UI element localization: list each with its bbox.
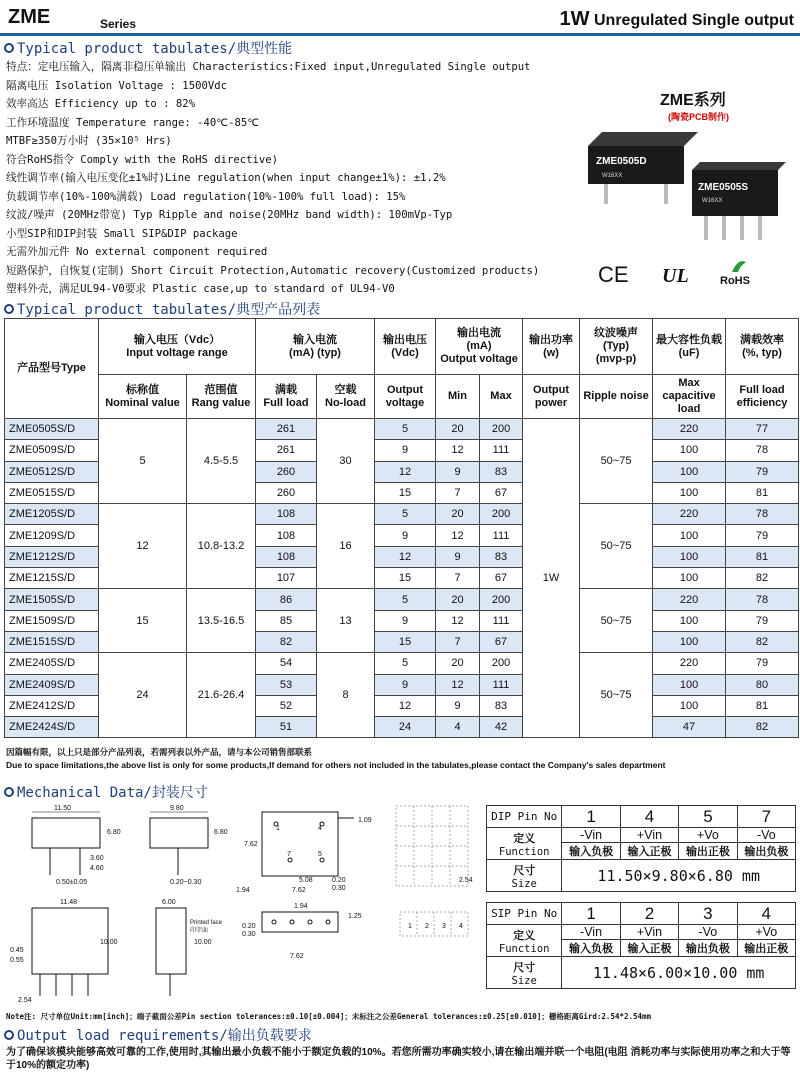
- bullet-icon: [4, 787, 14, 797]
- svg-text:0.30: 0.30: [242, 931, 256, 938]
- cell-cap: 220: [653, 653, 726, 674]
- cell-full-load: 107: [256, 568, 317, 589]
- cell-min: 4: [436, 717, 480, 738]
- svg-text:0.55: 0.55: [10, 957, 24, 964]
- cell-max: 200: [480, 589, 523, 610]
- cell-no-load: 16: [317, 504, 375, 589]
- cell-full-load: 108: [256, 546, 317, 567]
- dip-side-view: [150, 812, 208, 875]
- photo-subtitle: (陶瓷PCB制作): [668, 112, 729, 122]
- feature-item: 线性调节率(输入电压变化±1%时)Line regulation(when input change±1%): ±1.2%: [6, 172, 446, 184]
- cell-full-load: 51: [256, 717, 317, 738]
- cell-range: 10.8-13.2: [187, 504, 256, 589]
- cell-full-load: 260: [256, 482, 317, 503]
- feature-item: 符合RoHS指令 Comply with the RoHS directive): [6, 153, 278, 166]
- sub-output-power: Output power: [523, 375, 580, 419]
- cell-min: 9: [436, 461, 480, 482]
- cell-cap: 100: [653, 440, 726, 461]
- cell-max: 111: [480, 440, 523, 461]
- col-output-current: 输出电流 (mA) Output voltage: [436, 319, 523, 375]
- svg-text:3.60: 3.60: [90, 855, 104, 862]
- date-code: W16XX: [702, 198, 723, 204]
- cell-nominal: 12: [99, 504, 187, 589]
- sip-side-view: [156, 908, 186, 996]
- feature-item: 隔离电压 Isolation Voltage : 1500Vdc: [6, 79, 227, 92]
- feature-item: 塑料外壳，满足UL94-V0要求 Plastic case,up to standard of UL94-V0: [6, 283, 395, 295]
- cell-eff: 79: [726, 610, 799, 631]
- svg-text:0.20: 0.20: [332, 877, 346, 884]
- cell-eff: 82: [726, 631, 799, 652]
- module-sip: [692, 162, 786, 240]
- cell-eff: 77: [726, 419, 799, 440]
- cell-cap: 220: [653, 589, 726, 610]
- power-rating: 1W: [559, 8, 590, 30]
- section-title-performance: Typical product tabulates/典型性能: [4, 38, 292, 58]
- cell-vout: 12: [375, 695, 436, 716]
- svg-text:11.48: 11.48: [60, 899, 77, 906]
- svg-text:4: 4: [318, 825, 322, 832]
- cell-eff: 81: [726, 695, 799, 716]
- cell-min: 20: [436, 589, 480, 610]
- table-row: [5, 419, 799, 440]
- cell-vout: 5: [375, 504, 436, 525]
- svg-text:0.45: 0.45: [10, 947, 24, 954]
- cell-cap: 100: [653, 631, 726, 652]
- rohs-logo: RoHS: [720, 275, 750, 287]
- cell-full-load: 85: [256, 610, 317, 631]
- cell-max: 42: [480, 717, 523, 738]
- feature-item: 短路保护，自恢复(定制) Short Circuit Protection,Automatic recovery(Customized products): [6, 264, 540, 277]
- svg-text:3: 3: [442, 923, 446, 930]
- sub-min: Min: [436, 375, 480, 419]
- cell-eff: 80: [726, 674, 799, 695]
- section-title-output-load: Output load requirements/输出负载要求: [4, 1025, 312, 1045]
- list-note-en: Due to space limitations,the above list is only for some products,If demand for others not included in the tabulates,please contact the Company's sales department: [6, 760, 666, 770]
- table-row: [5, 653, 799, 674]
- cell-max: 111: [480, 610, 523, 631]
- cell-full-load: 260: [256, 461, 317, 482]
- cell-cap: 47: [653, 717, 726, 738]
- ce-logo: CE: [598, 262, 629, 287]
- cell-eff: 78: [726, 504, 799, 525]
- part-label: ZME0505D: [596, 156, 647, 167]
- feature-item: 特点：定电压输入，隔离非稳压单输出 Characteristics:Fixed input,Unregulated Single output: [6, 61, 531, 73]
- sub-efficiency: Full load efficiency: [726, 375, 799, 419]
- section-title-products: Typical product tabulates/典型产品列表: [4, 299, 320, 319]
- sip-pin-table: SIP Pin No 1 2 3 4 定义 Function -Vin +Vin -Vo +Vo 输入负极 输入正极 输出负极 输出正极 尺寸 Size 11.48×6.00×10.00 mm: [486, 902, 796, 989]
- svg-text:4: 4: [459, 923, 463, 930]
- cell-eff: 78: [726, 589, 799, 610]
- svg-text:0.30: 0.30: [332, 885, 346, 892]
- cell-no-load: 8: [317, 653, 375, 738]
- module-dip: [588, 132, 698, 204]
- svg-text:6.80: 6.80: [214, 829, 228, 836]
- cell-cap: 220: [653, 504, 726, 525]
- col-efficiency: 满载效率 (%, typ): [726, 319, 799, 375]
- svg-text:7: 7: [287, 851, 291, 858]
- col-type: 产品型号Type: [5, 319, 99, 419]
- dip-bottom-view: [262, 812, 354, 876]
- header-title: [560, 8, 794, 31]
- cell-min: 12: [436, 610, 480, 631]
- cell-vout: 12: [375, 461, 436, 482]
- svg-text:Printed face: Printed face: [190, 920, 223, 926]
- svg-text:0.50±0.05: 0.50±0.05: [56, 879, 88, 886]
- cell-cap: 100: [653, 610, 726, 631]
- dip-pin-grid: [396, 806, 468, 886]
- cell-model: ZME2424S/D: [5, 717, 99, 738]
- svg-text:7.62: 7.62: [244, 841, 258, 848]
- svg-text:1: 1: [408, 923, 412, 930]
- cell-full-load: 108: [256, 504, 317, 525]
- cell-model: ZME1515S/D: [5, 631, 99, 652]
- cell-full-load: 108: [256, 525, 317, 546]
- mechanical-drawings: [4, 800, 482, 1010]
- cell-min: 12: [436, 674, 480, 695]
- sub-output-voltage: Output voltage: [375, 375, 436, 419]
- col-output-voltage: 输出电压 (Vdc): [375, 319, 436, 375]
- cell-range: 4.5-5.5: [187, 419, 256, 504]
- cell-vout: 15: [375, 482, 436, 503]
- cell-model: ZME1505S/D: [5, 589, 99, 610]
- cell-min: 20: [436, 419, 480, 440]
- svg-text:1.25: 1.25: [348, 913, 362, 920]
- cell-cap: 100: [653, 482, 726, 503]
- cell-model: ZME0509S/D: [5, 440, 99, 461]
- leaf-icon: [732, 261, 746, 272]
- cell-cap: 100: [653, 568, 726, 589]
- cell-full-load: 261: [256, 419, 317, 440]
- cell-max: 83: [480, 461, 523, 482]
- series-logo: ZME: [8, 6, 51, 28]
- svg-text:4.60: 4.60: [90, 865, 104, 872]
- feature-item: 无需外加元件 No external component required: [6, 246, 268, 258]
- sip-front-view: [32, 908, 108, 996]
- section-title-mechanical: Mechanical Data/封装尺寸: [4, 782, 208, 802]
- part-label: ZME0505S: [698, 182, 749, 193]
- feature-item: 小型SIP和DIP封装 Small SIP&DIP package: [6, 227, 238, 240]
- cell-max: 200: [480, 419, 523, 440]
- svg-text:0.20~0.30: 0.20~0.30: [170, 879, 202, 886]
- cell-full-load: 52: [256, 695, 317, 716]
- svg-text:9.80: 9.80: [170, 805, 184, 812]
- cell-max: 83: [480, 695, 523, 716]
- svg-text:5: 5: [318, 851, 322, 858]
- cell-model: ZME0515S/D: [5, 482, 99, 503]
- bullet-icon: [4, 304, 14, 314]
- cell-max: 111: [480, 674, 523, 695]
- cell-min: 9: [436, 695, 480, 716]
- bullet-icon: [4, 43, 14, 53]
- product-photo: [580, 70, 796, 298]
- cell-nominal: 5: [99, 419, 187, 504]
- cell-model: ZME2405S/D: [5, 653, 99, 674]
- cell-vout: 9: [375, 674, 436, 695]
- list-note-cn: 因篇幅有限，以上只是部分产品列表，若需列表以外产品，请与本公司销售部联系: [6, 747, 313, 757]
- cell-nominal: 15: [99, 589, 187, 653]
- sub-no-load: 空载 No-load: [317, 375, 375, 419]
- cell-model: ZME1509S/D: [5, 610, 99, 631]
- feature-list: [6, 58, 596, 299]
- cell-model: ZME1209S/D: [5, 525, 99, 546]
- cell-full-load: 261: [256, 440, 317, 461]
- cell-max: 83: [480, 546, 523, 567]
- cell-model: ZME1212S/D: [5, 546, 99, 567]
- svg-text:7.62: 7.62: [290, 953, 304, 960]
- header-subtitle: Unregulated Single output: [594, 12, 794, 29]
- date-code: W16XX: [602, 173, 623, 179]
- svg-text:2: 2: [425, 923, 429, 930]
- sub-max-cap: Max capacitive load: [653, 375, 726, 419]
- svg-text:11.50: 11.50: [54, 805, 71, 812]
- cell-max: 67: [480, 568, 523, 589]
- col-ripple: 纹波噪声 (Typ) (mvp-p): [580, 319, 653, 375]
- cell-model: ZME2412S/D: [5, 695, 99, 716]
- cell-eff: 79: [726, 653, 799, 674]
- cell-min: 12: [436, 525, 480, 546]
- feature-item: 效率高达 Efficiency up to : 82%: [6, 98, 196, 110]
- svg-text:1: 1: [276, 825, 280, 832]
- svg-text:6.80: 6.80: [107, 829, 121, 836]
- cell-vout: 15: [375, 631, 436, 652]
- feature-item: 负载调节率(10%-100%满载) Load regulation(10%-100% full load): 15%: [6, 190, 406, 203]
- cell-eff: 81: [726, 546, 799, 567]
- series-label: Series: [100, 17, 137, 31]
- col-capacitive-load: 最大容性负载 (uF): [653, 319, 726, 375]
- cell-eff: 81: [726, 482, 799, 503]
- svg-text:印字面: 印字面: [190, 928, 209, 934]
- svg-text:10.00: 10.00: [194, 939, 212, 946]
- cell-cap: 220: [653, 419, 726, 440]
- mechanical-note: Note注: 尺寸单位Unit:mm[inch]；端子截面公差Pin section tolerances:±0.10[±0.004]；未标注之公差General tolerances:±0.25[±0.010]；栅格距离Gird:2.54*2.54mm: [6, 1012, 652, 1021]
- sip-bottom-view: [262, 912, 338, 932]
- sub-max: Max: [480, 375, 523, 419]
- cell-min: 12: [436, 440, 480, 461]
- output-load-text: 为了确保该模块能够高效可靠的工作,使用时,其输出最小负载不能小于额定负载的10%。若您所需功率确实较小,请在输出端并联一个电阻(电阻 消耗功率与实际使用功率之和大于等于10%的额定功率): [6, 1047, 791, 1071]
- cell-ripple: 50~75: [580, 653, 653, 738]
- svg-text:7.62: 7.62: [292, 887, 306, 894]
- cell-ripple: 50~75: [580, 419, 653, 504]
- header-divider: [0, 33, 800, 36]
- cell-vout: 12: [375, 546, 436, 567]
- cell-min: 7: [436, 482, 480, 503]
- svg-text:2.54: 2.54: [18, 997, 32, 1004]
- cell-range: 21.6-26.4: [187, 653, 256, 738]
- cell-ripple: 50~75: [580, 589, 653, 653]
- table-row: [5, 504, 799, 525]
- cell-no-load: 30: [317, 419, 375, 504]
- col-output-power: 输出功率 (w): [523, 319, 580, 375]
- cell-eff: 78: [726, 440, 799, 461]
- col-input-voltage: 输入电压（Vdc） Input voltage range: [99, 319, 256, 375]
- cell-max: 67: [480, 631, 523, 652]
- feature-item: 工作环境温度 Temperature range: -40℃-85℃: [6, 116, 260, 129]
- ul-logo: UL: [662, 265, 689, 287]
- svg-text:0.20: 0.20: [242, 923, 256, 930]
- cell-min: 9: [436, 546, 480, 567]
- cell-vout: 9: [375, 440, 436, 461]
- cell-vout: 5: [375, 653, 436, 674]
- cell-cap: 100: [653, 674, 726, 695]
- svg-text:1.09: 1.09: [358, 817, 372, 824]
- svg-text:6.00: 6.00: [162, 899, 176, 906]
- cell-power: 1W: [523, 419, 580, 738]
- cell-vout: 9: [375, 610, 436, 631]
- cell-min: 20: [436, 653, 480, 674]
- svg-text:10.00: 10.00: [100, 939, 118, 946]
- cell-full-load: 54: [256, 653, 317, 674]
- sub-ripple: Ripple noise: [580, 375, 653, 419]
- cell-vout: 5: [375, 419, 436, 440]
- cell-vout: 9: [375, 525, 436, 546]
- table-row: [5, 589, 799, 610]
- svg-text:1.94: 1.94: [294, 903, 308, 910]
- svg-text:2.54: 2.54: [459, 877, 473, 884]
- cell-eff: 82: [726, 717, 799, 738]
- cell-vout: 24: [375, 717, 436, 738]
- cell-no-load: 13: [317, 589, 375, 653]
- col-input-current: 输入电流 (mA) (typ): [256, 319, 375, 375]
- sub-full-load: 满载 Full load: [256, 375, 317, 419]
- cell-full-load: 86: [256, 589, 317, 610]
- bullet-icon: [4, 1030, 14, 1040]
- cell-eff: 82: [726, 568, 799, 589]
- feature-item: MTBF≥350万小时 (35×10⁵ Hrs): [6, 135, 172, 147]
- feature-item: 纹波/噪声 (20MHz带宽) Typ Ripple and noise(20MHz band width): 100mVp-Typ: [6, 209, 453, 221]
- cell-cap: 100: [653, 525, 726, 546]
- cell-model: ZME0505S/D: [5, 419, 99, 440]
- cell-max: 200: [480, 653, 523, 674]
- cell-ripple: 50~75: [580, 504, 653, 589]
- cell-cap: 100: [653, 546, 726, 567]
- cell-model: ZME0512S/D: [5, 461, 99, 482]
- sub-range: 范围值 Rang value: [187, 375, 256, 419]
- product-table: [4, 318, 799, 738]
- cell-cap: 100: [653, 461, 726, 482]
- cell-full-load: 53: [256, 674, 317, 695]
- cell-max: 200: [480, 504, 523, 525]
- cell-eff: 79: [726, 461, 799, 482]
- cell-vout: 5: [375, 589, 436, 610]
- svg-text:1.94: 1.94: [236, 887, 250, 894]
- cell-model: ZME1215S/D: [5, 568, 99, 589]
- cell-eff: 79: [726, 525, 799, 546]
- product-table-body: [5, 419, 799, 738]
- cell-nominal: 24: [99, 653, 187, 738]
- svg-text:5.08: 5.08: [299, 877, 313, 884]
- dip-pin-table: DIP Pin No 1 4 5 7 定义 Function -Vin +Vin +Vo -Vo 输入负极 输入正极 输出正极 输出负极 尺寸 Size 11.50×9.80×6.80 mm: [486, 805, 796, 892]
- cell-min: 7: [436, 568, 480, 589]
- cell-model: ZME2409S/D: [5, 674, 99, 695]
- cell-min: 7: [436, 631, 480, 652]
- cell-vout: 15: [375, 568, 436, 589]
- cell-max: 67: [480, 482, 523, 503]
- cell-range: 13.5-16.5: [187, 589, 256, 653]
- cell-min: 20: [436, 504, 480, 525]
- photo-title: ZME系列: [660, 92, 726, 109]
- cell-cap: 100: [653, 695, 726, 716]
- page-header: [0, 0, 800, 36]
- cell-model: ZME1205S/D: [5, 504, 99, 525]
- cell-max: 111: [480, 525, 523, 546]
- cell-full-load: 82: [256, 631, 317, 652]
- sub-nominal: 标称值 Nominal value: [99, 375, 187, 419]
